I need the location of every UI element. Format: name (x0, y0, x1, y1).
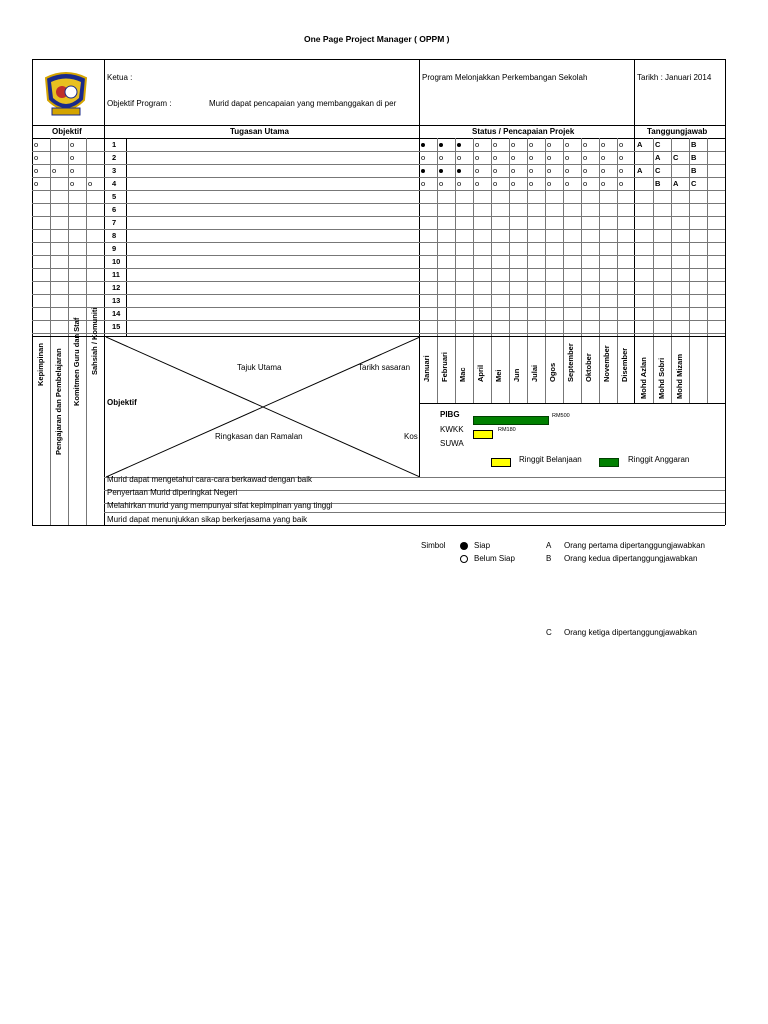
responsibility-mark: B (691, 140, 697, 149)
status-mark: o (601, 153, 606, 162)
responsibility-mark: C (655, 166, 661, 175)
status-mark: o (619, 153, 624, 162)
objective-mark: o (88, 179, 93, 188)
legend-c-key: C (546, 628, 552, 637)
tajuk-utama: Tajuk Utama (237, 363, 282, 372)
completed-dot-icon (421, 141, 425, 149)
legend-anggaran-label: Ringgit Anggaran (628, 455, 690, 464)
objective-category-label: Kepimpinan (36, 343, 45, 386)
status-mark: o (475, 166, 480, 175)
status-mark: o (457, 153, 462, 162)
rule-line (32, 525, 725, 526)
legend-b-key: B (546, 554, 552, 563)
status-mark: o (529, 166, 534, 175)
budget-value-pibg: RM500 (552, 413, 570, 419)
status-mark: o (619, 166, 624, 175)
legend-b-text: Orang kedua dipertanggungjawabkan (564, 554, 698, 563)
school-logo (42, 70, 90, 120)
responsibility-mark: A (673, 179, 679, 188)
objective-mark: o (34, 166, 39, 175)
rule-line (86, 138, 87, 525)
status-mark: o (565, 140, 570, 149)
rule-line (32, 242, 725, 243)
empty-circle-icon (460, 555, 468, 563)
legend-a-key: A (546, 541, 552, 550)
legend-a-text: Orang pertama dipertanggungjawabkan (564, 541, 705, 550)
rule-line (68, 138, 69, 525)
status-mark: o (619, 140, 624, 149)
status-mark: o (421, 179, 426, 188)
task-row-number: 5 (112, 192, 117, 201)
status-mark: o (547, 166, 552, 175)
rule-line (32, 177, 725, 178)
status-mark: o (511, 140, 516, 149)
rule-line (419, 403, 725, 404)
task-row-number: 11 (112, 270, 120, 279)
task-row-number: 6 (112, 205, 117, 214)
program-title: Program Melonjakkan Perkembangan Sekolah (422, 73, 588, 82)
status-mark: o (547, 153, 552, 162)
status-mark: o (493, 153, 498, 162)
status-mark: o (547, 179, 552, 188)
task-row-number: 13 (112, 296, 121, 305)
task-row-number: 12 (112, 283, 121, 292)
page-title: One Page Project Manager ( OPPM ) (304, 34, 450, 44)
month-label: September (566, 343, 575, 382)
responsibility-mark: A (655, 153, 661, 162)
month-label: Oktober (584, 353, 593, 382)
status-mark: o (421, 153, 426, 162)
status-mark: o (475, 179, 480, 188)
responsibility-mark: C (691, 179, 697, 188)
responsibility-mark: A (637, 166, 643, 175)
rule-line (32, 307, 725, 308)
objective-category-label: Pengajaran dan Pembelajaran (54, 348, 63, 455)
objective-item-4: Murid dapat menunjukkan sikap berkerjasama yang baik (107, 515, 308, 524)
status-mark: o (583, 166, 588, 175)
rule-line (32, 281, 725, 282)
status-mark: o (439, 179, 444, 188)
month-label: Februari (440, 351, 449, 382)
rule-line (32, 164, 725, 165)
tugasan-header: Tugasan Utama (230, 127, 289, 136)
rule-line (32, 203, 725, 204)
legend-anggaran-swatch (599, 458, 619, 467)
rule-line (32, 268, 725, 269)
legend-belanja-label: Ringgit Belanjaan (519, 455, 582, 464)
rule-line (32, 333, 725, 334)
month-label: Ogos (548, 362, 557, 382)
objective-mark: o (70, 153, 75, 162)
objective-mark: o (52, 166, 57, 175)
rule-line (32, 138, 725, 139)
task-row-number: 4 (112, 179, 117, 188)
responsibility-mark: B (655, 179, 661, 188)
responsibility-mark: C (673, 153, 679, 162)
status-mark: o (457, 179, 462, 188)
tarikh: Tarikh : Januari 2014 (637, 73, 712, 82)
rule-line (104, 59, 105, 138)
budget-label-kwkk: KWKK (440, 425, 464, 434)
kos: Kos (404, 432, 418, 441)
status-mark: o (529, 153, 534, 162)
responsibility-mark: C (655, 140, 661, 149)
status-mark: o (475, 140, 480, 149)
month-label: Januari (422, 355, 431, 382)
task-row-number: 1 (112, 140, 117, 149)
rule-line (419, 59, 420, 138)
status-mark: o (529, 140, 534, 149)
objective-mark: o (70, 166, 75, 175)
objective-item-1: Murid dapat mengetahui cara-cara berkawad dengan baik (107, 475, 313, 484)
budget-label-suwa: SUWA (440, 439, 464, 448)
task-row-number: 14 (112, 309, 121, 318)
objective-mark: o (70, 140, 75, 149)
objective-mark: o (34, 140, 39, 149)
month-label: Julai (530, 364, 539, 382)
rule-line (32, 320, 725, 321)
status-mark: o (565, 166, 570, 175)
completed-dot-icon (421, 167, 425, 175)
status-mark: o (583, 140, 588, 149)
status-mark: o (547, 140, 552, 149)
completed-dot-icon (439, 167, 443, 175)
status-mark: o (511, 153, 516, 162)
filled-circle-icon (460, 542, 468, 550)
rule-line (32, 255, 725, 256)
rule-line (32, 190, 725, 191)
month-label: April (476, 364, 485, 382)
status-mark: o (601, 166, 606, 175)
month-label: Mac (458, 367, 467, 382)
status-mark: o (511, 166, 516, 175)
diagram-cross (106, 337, 420, 477)
rule-line (32, 125, 725, 126)
task-row-number: 7 (112, 218, 117, 227)
task-row-number: 10 (112, 257, 121, 266)
status-mark: o (565, 179, 570, 188)
task-row-number: 15 (112, 322, 121, 331)
month-label: November (602, 345, 611, 382)
ketua-label: Ketua : (107, 73, 133, 82)
status-mark: o (583, 153, 588, 162)
budget-value-kwkk: RM180 (498, 427, 516, 433)
status-mark: o (601, 179, 606, 188)
budget-bar-kwkk (473, 430, 493, 439)
status-mark: o (601, 140, 606, 149)
legend-belanja-swatch (491, 458, 511, 467)
completed-dot-icon (457, 141, 461, 149)
status-mark: o (529, 179, 534, 188)
ringkasan: Ringkasan dan Ramalan (215, 432, 303, 441)
rule-line (104, 512, 725, 513)
status-mark: o (583, 179, 588, 188)
completed-dot-icon (457, 167, 461, 175)
status-mark: o (565, 153, 570, 162)
rule-line (32, 59, 725, 60)
legend-c-text: Orang ketiga dipertanggungjawabkan (564, 628, 697, 637)
rule-line (32, 59, 33, 525)
month-label: Jun (512, 368, 521, 382)
objective-category-label: Komitmen Guru dan Staf (72, 317, 81, 406)
legend-simbol: Simbol (421, 541, 446, 550)
rule-line (634, 59, 635, 138)
status-mark: o (511, 179, 516, 188)
task-row-number: 2 (112, 153, 117, 162)
objektif-program-text: Murid dapat pencapaian yang membanggakan di per (209, 99, 397, 108)
responsibility-mark: B (691, 153, 697, 162)
completed-dot-icon (439, 141, 443, 149)
tarikh-sasaran: Tarikh sasaran (358, 363, 411, 372)
task-row-number: 9 (112, 244, 117, 253)
objective-mark: o (34, 153, 39, 162)
status-mark: o (439, 153, 444, 162)
person-label: Mohd Azlan (639, 357, 648, 399)
month-label: Mei (494, 369, 503, 382)
rule-line (32, 216, 725, 217)
diagram-objektif: Objektif (107, 398, 137, 407)
tanggungjawab-header: Tanggungjawab (647, 127, 708, 136)
objective-item-2: Penyertaan Murid diperingkat Negeri (107, 488, 238, 497)
rule-line (32, 294, 725, 295)
rule-line (104, 138, 105, 525)
status-mark: o (493, 140, 498, 149)
rule-line (725, 59, 726, 525)
status-mark: o (475, 153, 480, 162)
budget-label-pibg: PIBG (440, 410, 460, 419)
task-row-number: 3 (112, 166, 117, 175)
objektif-program-label: Objektif Program : (107, 99, 172, 108)
rule-line (50, 138, 51, 525)
rule-line (32, 229, 725, 230)
status-mark: o (619, 179, 624, 188)
legend-siap: Siap (474, 541, 491, 550)
responsibility-mark: A (637, 140, 643, 149)
objective-category-label: Sahsiah / Komuniti (90, 307, 99, 375)
objektif-header: Objektif (52, 127, 82, 136)
person-label: Mohd Sobri (657, 357, 666, 399)
objective-mark: o (70, 179, 75, 188)
status-header: Status / Pencapaian Projek (472, 127, 575, 136)
status-mark: o (493, 166, 498, 175)
responsibility-mark: B (691, 166, 697, 175)
status-mark: o (493, 179, 498, 188)
objective-item-3: Melahirkan murid yang mempunyai sifat kepimpinan yang tinggi (107, 501, 333, 510)
rule-line (32, 151, 725, 152)
legend-belum-siap: Belum Siap (474, 554, 515, 563)
budget-bar-pibg (473, 416, 549, 425)
objective-mark: o (34, 179, 39, 188)
task-row-number: 8 (112, 231, 117, 240)
person-label: Mohd Mizam (675, 354, 684, 399)
month-label: Disember (620, 347, 629, 382)
